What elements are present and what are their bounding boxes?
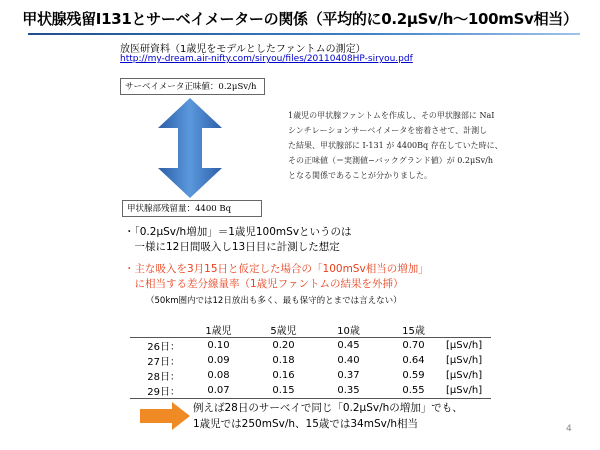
table-header: [446, 322, 491, 338]
table-header: 15歳: [381, 322, 446, 338]
table-cell: 0.07: [186, 383, 251, 399]
description-line: た結果、甲状腺部に I-131 が 4400Bq 存在していた時に、: [288, 141, 503, 150]
table-cell: 0.15: [251, 383, 316, 399]
table-row: [130, 368, 491, 383]
table-cell: 0.59: [402, 370, 425, 381]
bullet-differential: [124, 262, 429, 292]
table-row: [130, 383, 491, 399]
footer-line: 例えば28日のサーベイで同じ「0.2μSv/hの増加」でも、: [193, 402, 463, 414]
right-arrow-icon: [140, 402, 190, 430]
table-cell: 0.08: [207, 370, 230, 381]
double-arrow-icon: [150, 98, 230, 198]
description-text: [288, 108, 598, 183]
page-number: 4: [566, 424, 572, 434]
bullet-assumption: [124, 225, 352, 255]
dose-rate-table: [130, 322, 491, 399]
description-line: 1歳児の甲状腺ファントムを作成し、その甲状腺部に NaI: [288, 111, 495, 120]
table-header-row: [130, 322, 491, 338]
title-rule: [28, 33, 580, 35]
thyroid-residue-box: 甲状腺部残留量：4400 Bq: [122, 200, 262, 217]
slide-title: 甲状腺残留I131とサーベイメーターの関係（平均的に0.2μSv/h～100mSv相当）: [22, 10, 578, 28]
bullet-line: に相当する差分線量率（1歳児ファントムの結果を外挿）: [124, 278, 404, 290]
survey-meter-box: サーベイメータ正味値：0.2μSv/h: [120, 78, 265, 95]
footer-line: 1歳児では250mSv/h、15歳では34mSv/h相当: [193, 418, 419, 430]
table-row: [130, 353, 491, 368]
description-line: シンチレーションサーベイメータを密着させて、計測し: [288, 126, 488, 135]
table-cell: 26日：: [147, 342, 180, 353]
table-cell: 0.18: [272, 355, 295, 366]
description-line: となる関係であることが分かりました。: [288, 171, 432, 180]
table-cell: 0.20: [272, 340, 295, 351]
bullet-line: ・主な吸入を3月15日と仮定した場合の「100mSv相当の増加」: [124, 263, 429, 275]
table-cell: [μSv/h]: [446, 340, 483, 351]
source-label: 放医研資料（1歳児をモデルとしたファントムの測定）: [120, 44, 366, 55]
table-cell: 0.10: [207, 340, 230, 351]
table-header: 10歳: [316, 322, 381, 338]
table-cell: 0.16: [272, 370, 295, 381]
table-cell: 0.09: [207, 355, 230, 366]
table-cell: 0.37: [337, 370, 360, 381]
table-cell: 29日：: [130, 383, 186, 399]
table-cell: 0.55: [381, 383, 446, 399]
bullet-line: ・「0.2μSv/h増加」＝1歳児100mSvというのは: [124, 226, 352, 238]
table-cell: [μSv/h]: [446, 355, 483, 366]
table-row: [130, 338, 491, 354]
table-cell: 0.35: [316, 383, 381, 399]
table-cell: 27日：: [147, 357, 180, 368]
table-cell: [μSv/h]: [446, 383, 491, 399]
table-cell: 0.70: [402, 340, 425, 351]
table-header: 5歳児: [251, 322, 316, 338]
table-cell: 0.45: [337, 340, 360, 351]
table-cell: 28日：: [147, 372, 180, 383]
table-cell: 0.64: [402, 355, 425, 366]
bullet-line: 一様に12日間吸入し13日目に計測した想定: [124, 241, 340, 253]
caveat-note: （50km圏内では12日放出も多く、最も保守的とまでは言えない）: [146, 296, 402, 306]
table-cell: [μSv/h]: [446, 370, 483, 381]
source-link[interactable]: http://my-dream.air-nifty.com/siryou/files/20110408HP-siryou.pdf: [120, 54, 413, 64]
description-line: その正味値（＝実測値−バックグランド値）が 0.2μSv/h: [288, 156, 494, 165]
footer-example: [193, 400, 463, 432]
table-cell: 0.40: [337, 355, 360, 366]
table-header: 1歳児: [186, 322, 251, 338]
table-header: [130, 322, 186, 338]
